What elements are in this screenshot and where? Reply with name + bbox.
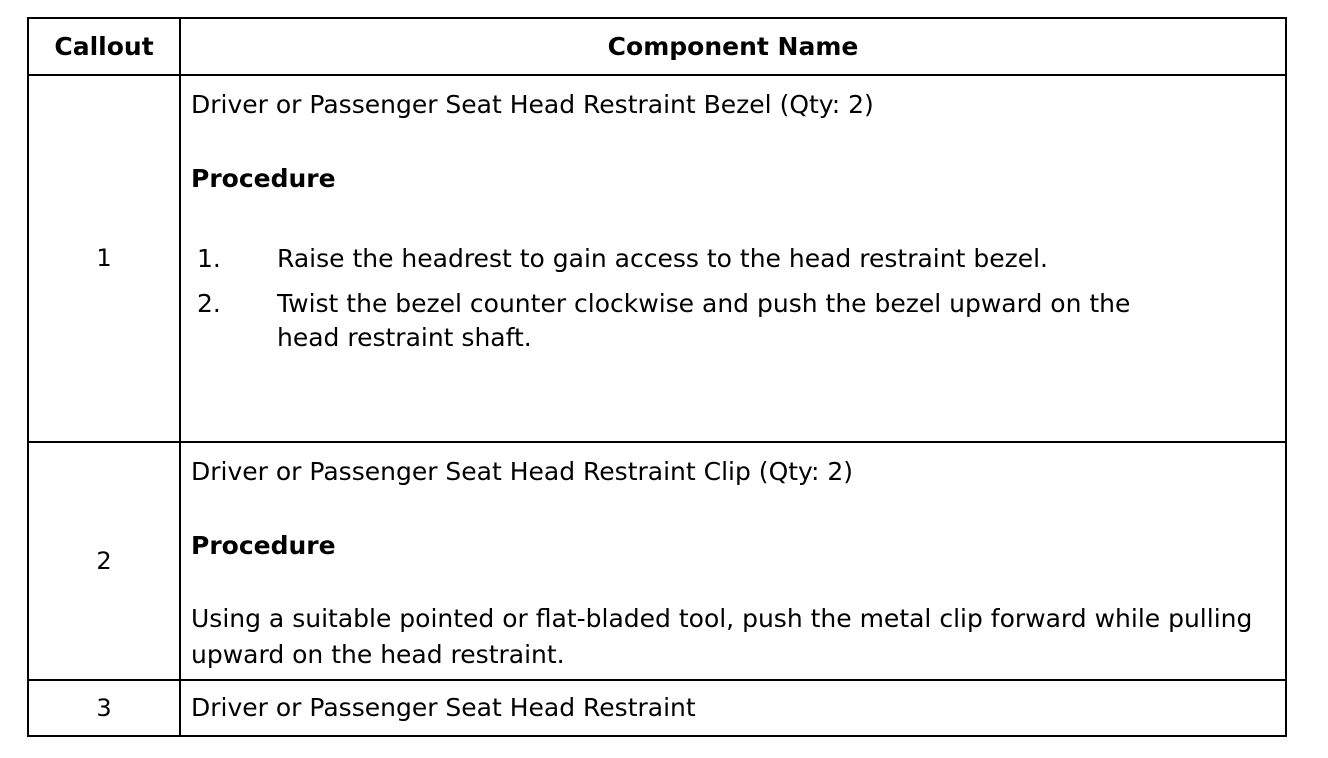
procedure-text: Using a suitable pointed or flat-bladed tool, push the metal clip forward while pulling upward on the head restraint. [191,603,1253,669]
header-callout: Callout [28,18,180,75]
component-cell [180,442,1286,680]
callout-number: 1 [28,75,180,442]
table-header-row [28,18,1286,75]
step-number: 1. [197,244,221,274]
procedure-steps [191,242,1277,355]
callout-number: 3 [28,680,180,736]
procedure-step [191,242,1277,276]
table-row [28,442,1286,680]
step-number: 2. [197,289,221,319]
procedure-heading: Procedure [191,164,336,194]
component-cell [180,680,1286,736]
component-table [27,17,1287,737]
procedure-step [191,287,1277,355]
header-component-name: Component Name [180,18,1286,75]
component-title: Driver or Passenger Seat Head Restraint Bezel (Qty: 2) [191,90,874,120]
procedure-heading: Procedure [191,530,336,560]
table-row [28,75,1286,442]
step-text: Raise the headrest to gain access to the head restraint bezel. [277,244,1048,274]
callout-number: 2 [28,442,180,680]
component-cell [180,75,1286,442]
step-text: Twist the bezel counter clockwise and push the bezel upward on the head restraint shaft. [277,289,1131,353]
component-title: Driver or Passenger Seat Head Restraint Clip (Qty: 2) [191,456,854,486]
table-row [28,680,1286,736]
component-title: Driver or Passenger Seat Head Restraint [191,692,696,722]
